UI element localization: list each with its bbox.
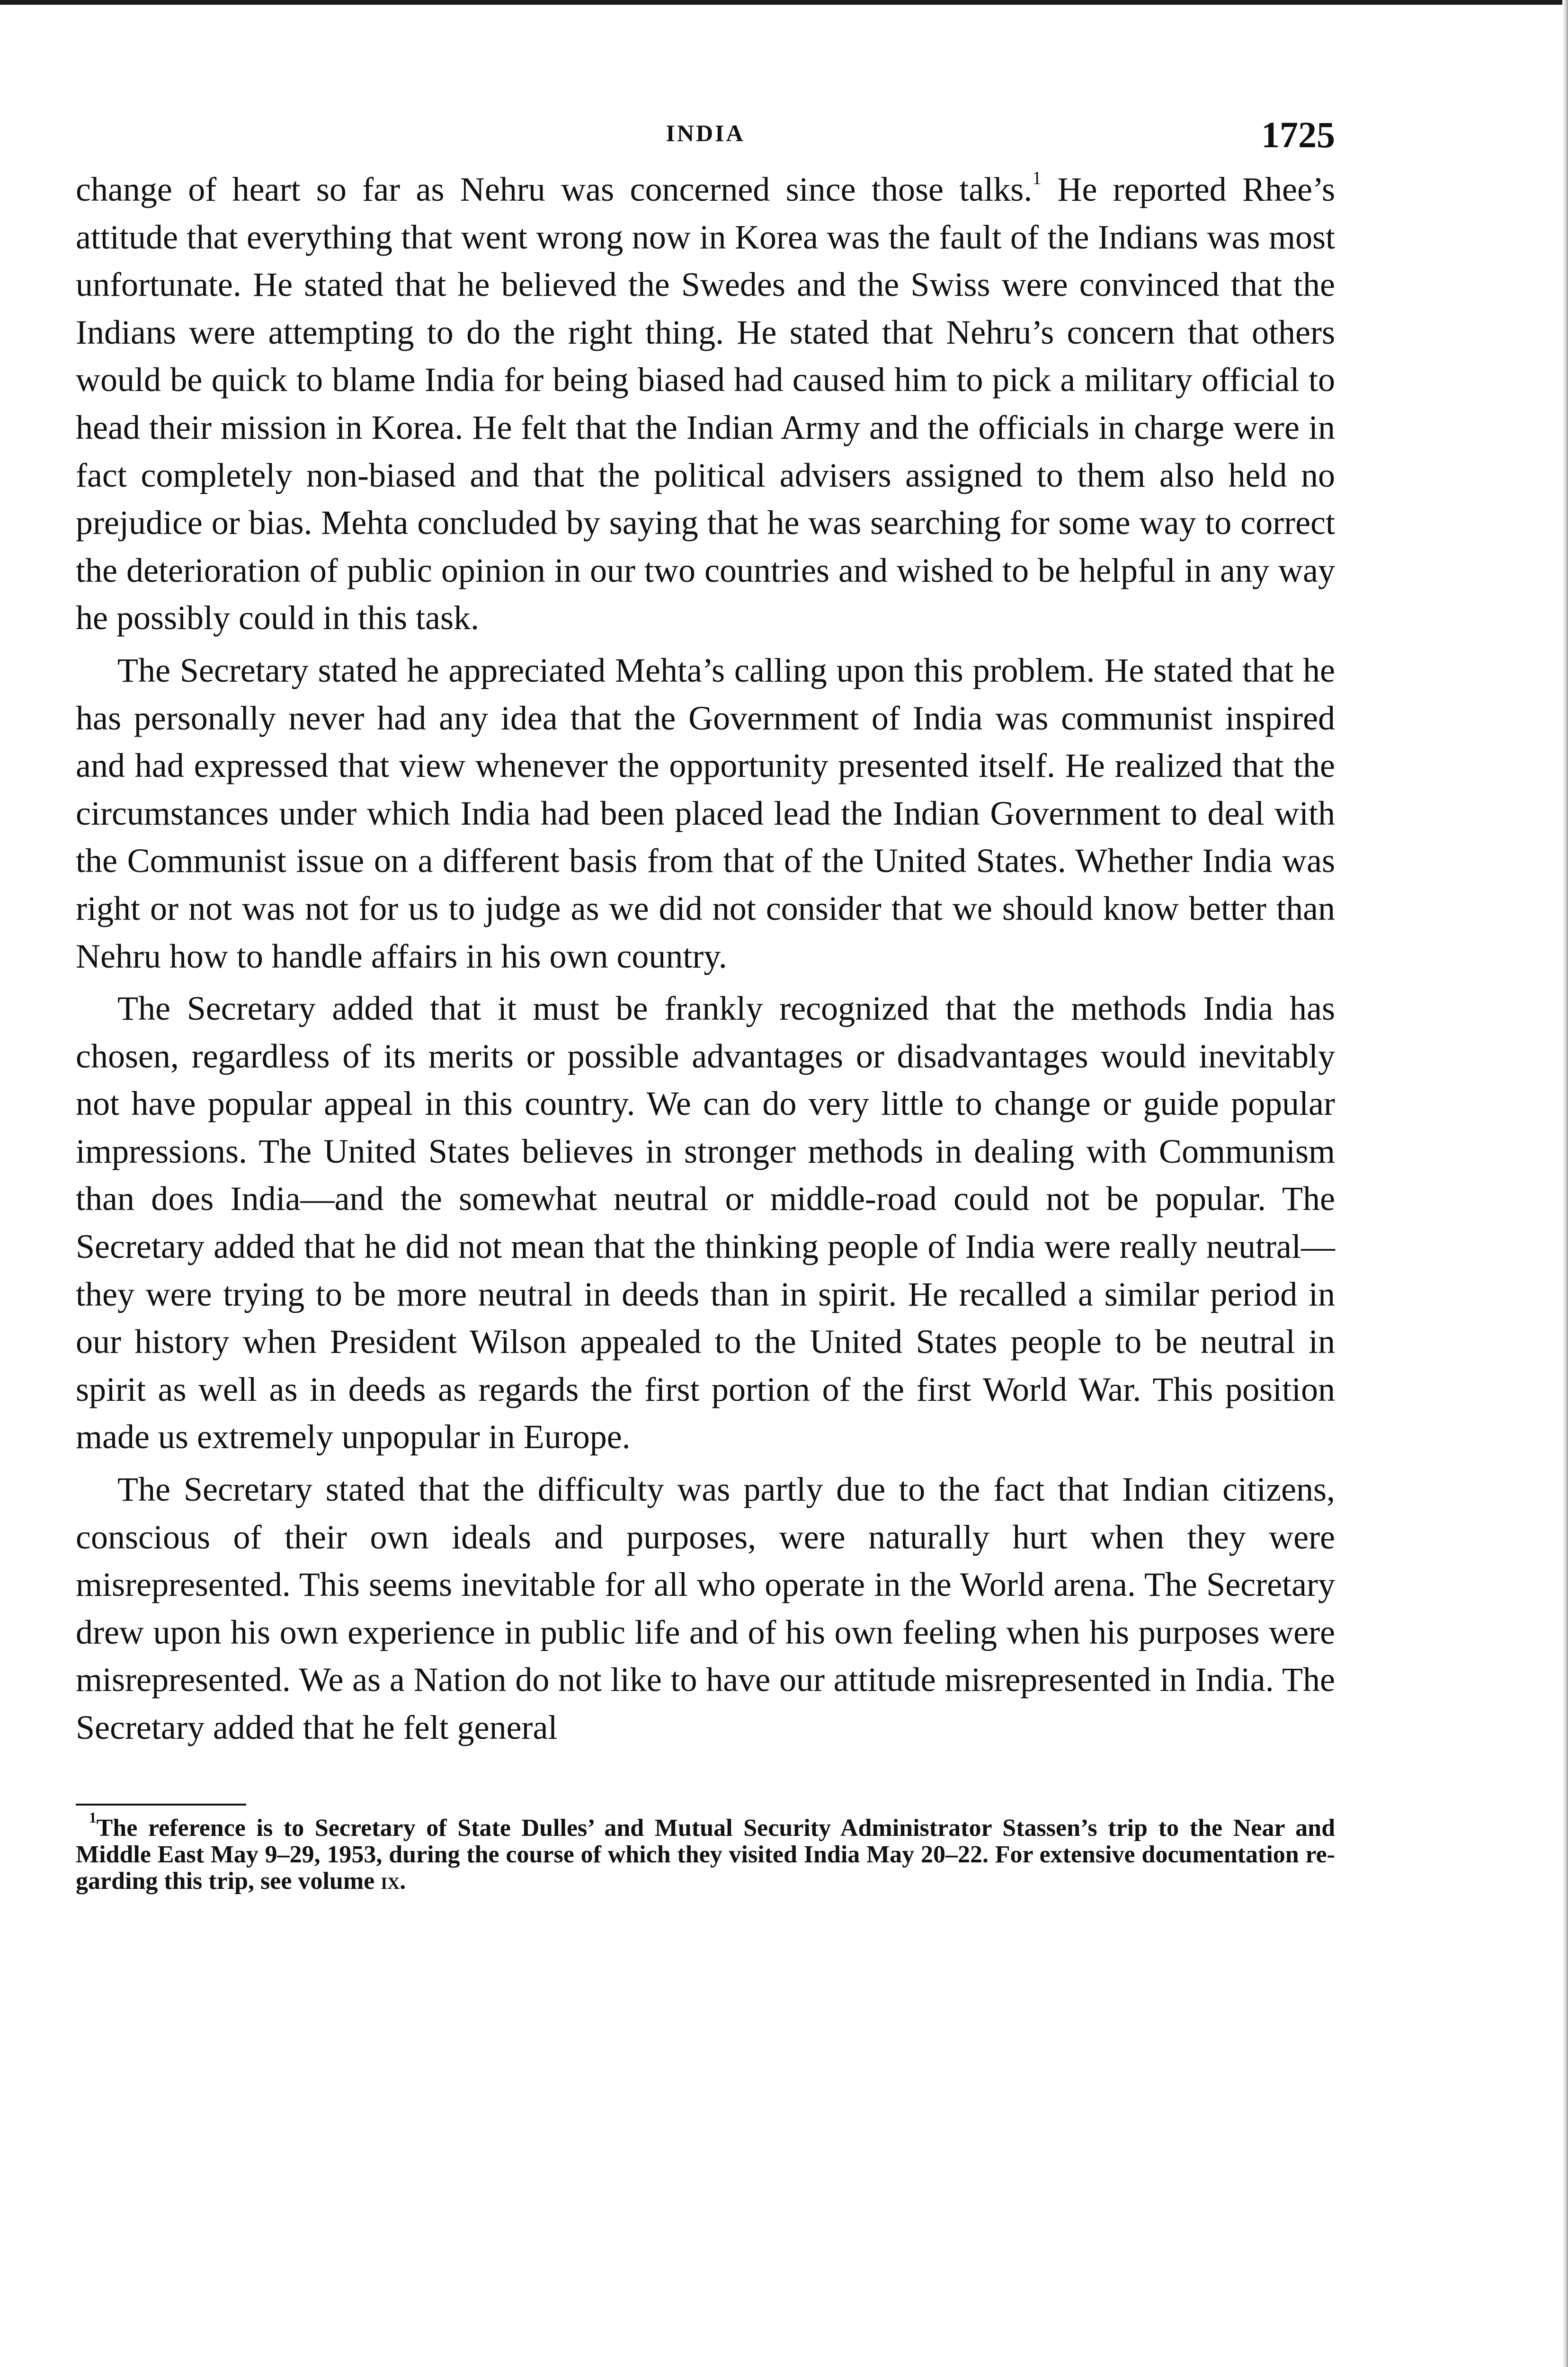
running-header (76, 114, 1335, 166)
footnote-volume: ix (381, 1867, 400, 1895)
paragraph-4: The Secretary stated that the difficulty was partly due to the fact that Indian citizens, conscious of their own ideals and purposes, were naturally hurt when they were misrepresented. This seems inevitable for all who operate in the World arena. The Secretary drew upon his own experience in public life and of his own feeling when his purposes were misrepresented. We as a Nation do not like to have our attitude misrepresented in India. The Secretary added that he felt general (76, 1470, 1335, 1746)
top-border-rule (0, 0, 1568, 5)
footnote-divider (76, 1804, 246, 1806)
page-number: 1725 (1261, 114, 1335, 155)
page-edge-shadow (1562, 0, 1568, 2367)
footnote (76, 1809, 1335, 1895)
paragraph-1-text-end: He reported Rhee’s attitude that everything that went wrong now in Korea was the fault of the Indians was most unfortunate. He stated that he believed the Swedes and the Swiss were convinced that the Indians were attempting to do the right thing. He stated that Nehru’s concern that others would be quick to blame India for being biased had caused him to pick a military official to head their mission in Korea. He felt that the Indian Army and the officials in charge were in fact completely non-biased and that the political advisers assigned to them also held no prejudice or bias. Mehta concluded by saying that he was searching for some way to correct the deterioration of public opinion in our two countries and wished to be helpful in any way he possibly could in this task. (76, 170, 1335, 637)
footnote-end: . (400, 1867, 406, 1895)
paragraph-2: The Secretary stated he appreciated Mehta’s calling upon this problem. He stated that he has personally never had any idea that the Government of India was communist inspired and had expressed that view whenever the opportunity presented itself. He realized that the circumstances under which India had been placed lead the Indian Government to deal with the Communist issue on a different basis from that of the United States. Whether India was right or not was not for us to judge as we did not consider that we should know better than Nehru how to handle affairs in his own country. (76, 651, 1335, 975)
document-page (76, 114, 1335, 1895)
footnote-reference: 1 (1032, 167, 1042, 188)
body-text (76, 166, 1335, 1752)
footnote-text: The reference is to Secretary of State Dulles’ and Mutual Security Administrator Stassen’s trip to the Near and Middle East May 9–29, 1953, during the course of which they visited India May 20–22. For extensive documentation regarding this trip, see volume (76, 1814, 1335, 1895)
paragraph-1-text-start: change of heart so far as Nehru was concerned since those talks. (76, 170, 1033, 208)
paragraph-1 (76, 166, 1335, 642)
paragraph-3: The Secretary added that it must be frankly recognized that the methods India has chosen, regardless of its merits or possible advantages or disadvantages would inevitably not have popular appeal in this country. We can do very little to change or guide popular impressions. The United States believes in stronger methods in dealing with Communism than does India—and the somewhat neutral or middle-road could not be popular. The Secretary added that he did not mean that the thinking people of India were really neutral—they were trying to be more neutral in deeds than in spirit. He recalled a similar period in our history when President Wilson appealed to the United States people to be neutral in spirit as well as in deeds as regards the first portion of the first World War. This position made us extremely unpopular in Europe. (76, 989, 1335, 1456)
footnote-mark: 1 (89, 1809, 97, 1826)
running-title: INDIA (666, 120, 745, 146)
